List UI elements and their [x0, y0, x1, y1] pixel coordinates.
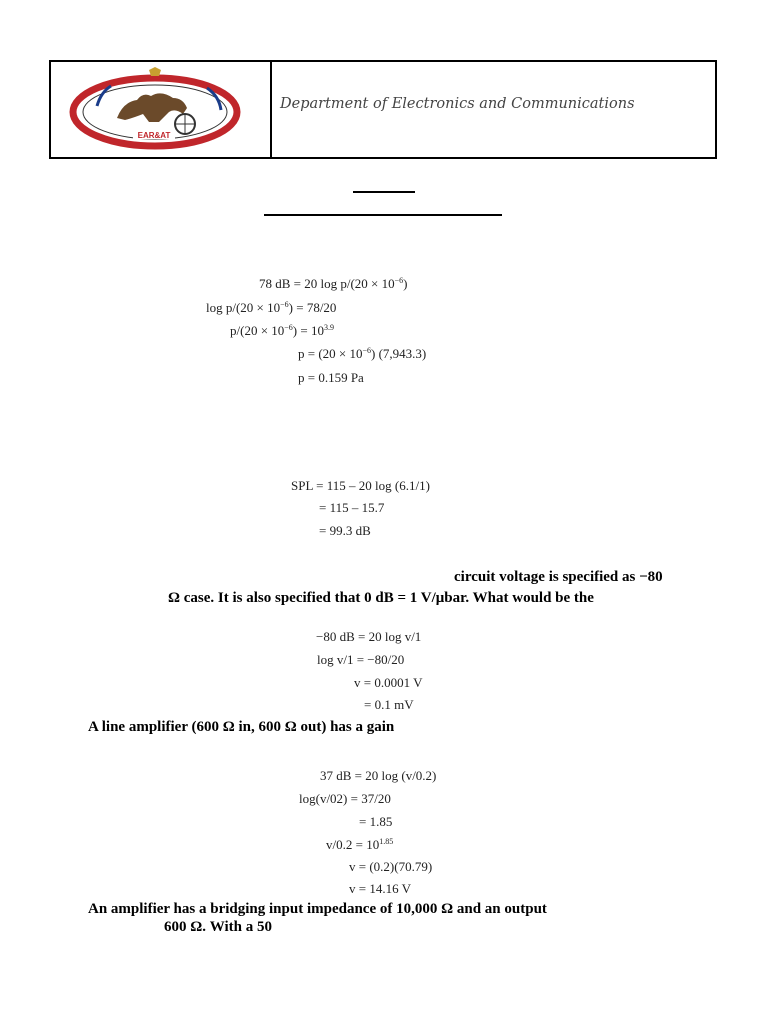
solution3-line2: log v/1 = −80/20	[317, 652, 405, 667]
question5-line2: 600 Ω. With a 50	[164, 919, 272, 935]
solution1-line3: $p/(20 \times 10^{-6}) = 10^{3.9}$	[230, 323, 334, 338]
title-underline-long	[264, 214, 502, 216]
solution1-line5: p = 0.159 Pa	[298, 370, 364, 385]
solution2-line3: = 99.3 dB	[319, 523, 371, 538]
header-table	[49, 60, 717, 159]
question5-line1: An amplifier has a bridging input impedance of 10,000 Ω and an output	[88, 901, 547, 917]
solution1-line4: $p = (20 \times 10^{-6})$ (7,943.3)	[298, 346, 427, 361]
solution4-line4: $v/0.2 = 10^{1.85}$	[326, 837, 394, 852]
solution4-line5: v = (0.2)(70.79)	[349, 859, 433, 874]
university-logo	[67, 66, 257, 156]
solution1-line1: 78 dB = 20 $\log p/(20 \times 10^{-6})$	[259, 276, 408, 291]
solution4-line3: = 1.85	[359, 814, 393, 829]
solution4-line6: v = 14.16 V	[349, 881, 411, 896]
solution1-line2: $\log p/(20 \times 10^{-6}) = 78/20$	[206, 300, 337, 315]
department-cell	[272, 62, 715, 157]
department-title: Department of Electronics and Communications	[280, 96, 635, 112]
solution3-line3: v = 0.0001 V	[354, 675, 423, 690]
question3-line2: Ω case. It is also specified that 0 dB = 1 V/μbar. What would be the	[168, 590, 594, 606]
question3-line1: circuit voltage is specified as −80	[454, 569, 663, 585]
solution2-line1: SPL = 115 – 20 log (6.1/1)	[291, 478, 430, 493]
title-underline-short	[353, 191, 415, 193]
logo-caption: EAR&AT	[137, 131, 171, 140]
logo-cell	[51, 62, 272, 157]
solution4-line1: 37 dB = 20 log (v/0.2)	[320, 768, 437, 783]
question4-line1: A line amplifier (600 Ω in, 600 Ω out) has a gain	[88, 719, 395, 735]
solution3-line1: −80 dB = 20 log v/1	[316, 629, 422, 644]
solution4-line2: log(v/02) = 37/20	[299, 791, 391, 806]
solution3-line4: = 0.1 mV	[364, 697, 414, 712]
solution2-line2: = 115 – 15.7	[319, 500, 385, 515]
